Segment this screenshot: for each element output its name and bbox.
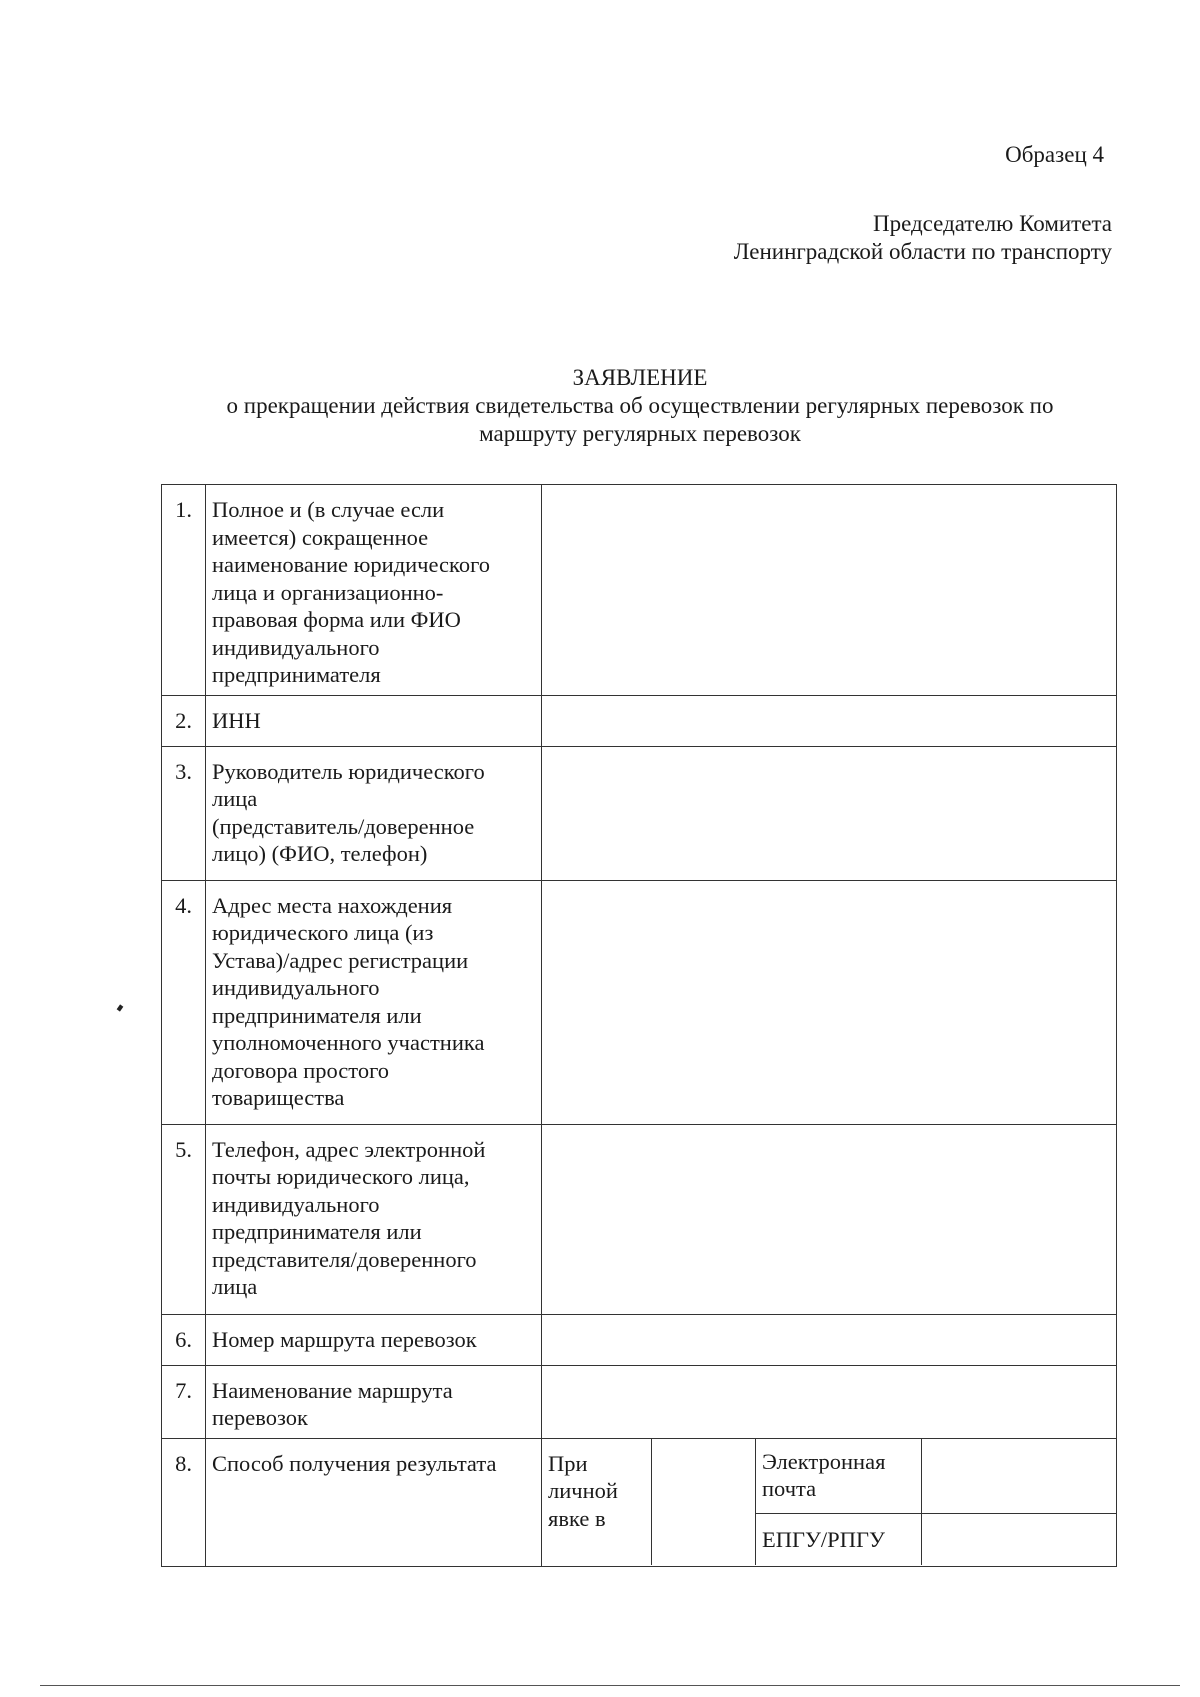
head-of-entity-field[interactable] [542, 746, 1117, 880]
label-line: Полное и (в случае если [212, 497, 445, 522]
page-bottom-rule [40, 1685, 1180, 1686]
row-number: 3. [162, 746, 206, 880]
document-subheading: о прекращении действия свидетельства об осуществлении регулярных перевозок по [226, 393, 1054, 418]
email-option-field[interactable] [922, 1439, 1116, 1513]
row-number: 8. [162, 1438, 206, 1566]
organization-name-field[interactable] [542, 485, 1117, 696]
row-number: 7. [162, 1365, 206, 1438]
row-label [206, 1365, 542, 1438]
label-line: имеется) сокращенное [212, 524, 429, 550]
personal-visit-field[interactable] [652, 1439, 756, 1565]
form-row [162, 485, 1117, 696]
label-line: лица [212, 786, 258, 811]
addressee-line: Председателю Комитета [872, 211, 1112, 236]
label-line: При [548, 1450, 588, 1476]
label-line: Номер маршрута перевозок [212, 1326, 477, 1352]
email-option-label [756, 1439, 922, 1513]
label-line: Телефон, адрес электронной [212, 1136, 486, 1162]
inn-field[interactable] [542, 695, 1117, 746]
address-field[interactable] [542, 880, 1117, 1124]
label-line: почта [762, 1476, 817, 1501]
label-line: почты юридического лица, [212, 1164, 470, 1189]
label-line: (представитель/доверенное [212, 813, 475, 839]
addressee-block [734, 210, 1112, 266]
contact-field[interactable] [542, 1124, 1117, 1314]
row-number: 6. [162, 1314, 206, 1365]
form-row [162, 746, 1117, 880]
label-line: индивидуального [212, 1191, 380, 1217]
route-number-field[interactable] [542, 1314, 1117, 1365]
row-label [206, 485, 542, 696]
form-row [162, 695, 1117, 746]
row-number: 5. [162, 1124, 206, 1314]
label-line: товарищества [212, 1085, 345, 1110]
application-form-table [161, 484, 1117, 1567]
form-row [162, 1124, 1117, 1314]
label-line: правовая форма или ФИО [212, 607, 461, 632]
row-label [206, 880, 542, 1124]
label-line: юридического лица (из [212, 920, 434, 945]
row-number: 1. [162, 485, 206, 696]
document-heading: ЗАЯВЛЕНИЕ [572, 365, 708, 390]
label-line: лица и организационно- [212, 579, 444, 605]
row-label [206, 695, 542, 746]
label-line: индивидуального [212, 975, 380, 1000]
document-title-block [160, 364, 1120, 448]
document-subheading: маршруту регулярных перевозок [479, 421, 801, 446]
route-name-field[interactable] [542, 1365, 1117, 1438]
label-line: лица [212, 1274, 258, 1299]
form-row [162, 880, 1117, 1124]
addressee-line: Ленинградской области по транспорту [733, 239, 1112, 264]
portal-option-label: ЕПГУ/РПГУ [756, 1514, 922, 1565]
portal-option-field[interactable] [922, 1514, 1116, 1565]
form-row [162, 1314, 1117, 1365]
label-line: договора простого [212, 1057, 389, 1083]
label-line: Руководитель юридического [212, 758, 485, 784]
sample-label: Образец 4 [1005, 142, 1104, 167]
label-line: Электронная [762, 1448, 886, 1474]
row-label [206, 1314, 542, 1365]
row-label [206, 1124, 542, 1314]
result-method-options [542, 1438, 1117, 1566]
form-row [162, 1438, 1117, 1566]
label-line: личной [548, 1478, 618, 1503]
label-line: Наименование маршрута [212, 1377, 453, 1403]
form-row [162, 1365, 1117, 1438]
scan-speck [117, 1004, 124, 1011]
label-line: индивидуального [212, 634, 380, 660]
label-line: лицо) (ФИО, телефон) [212, 841, 428, 866]
row-label [206, 746, 542, 880]
label-line: предпринимателя или [212, 1219, 422, 1244]
label-line: предпринимателя или [212, 1002, 422, 1028]
personal-visit-label [542, 1439, 652, 1565]
label-line: предпринимателя [212, 662, 381, 687]
row-label: Способ получения результата [206, 1438, 542, 1566]
row-number: 4. [162, 880, 206, 1124]
label-line: уполномоченного участника [212, 1030, 485, 1055]
label-line: явке в [548, 1505, 606, 1531]
label-line: Устава)/адрес регистрации [212, 947, 469, 973]
label-line: Адрес места нахождения [212, 892, 453, 918]
label-line: ИНН [212, 707, 261, 733]
label-line: наименование юридического [212, 552, 490, 577]
row-number: 2. [162, 695, 206, 746]
label-line: перевозок [212, 1405, 308, 1430]
label-line: представителя/доверенного [212, 1246, 477, 1272]
